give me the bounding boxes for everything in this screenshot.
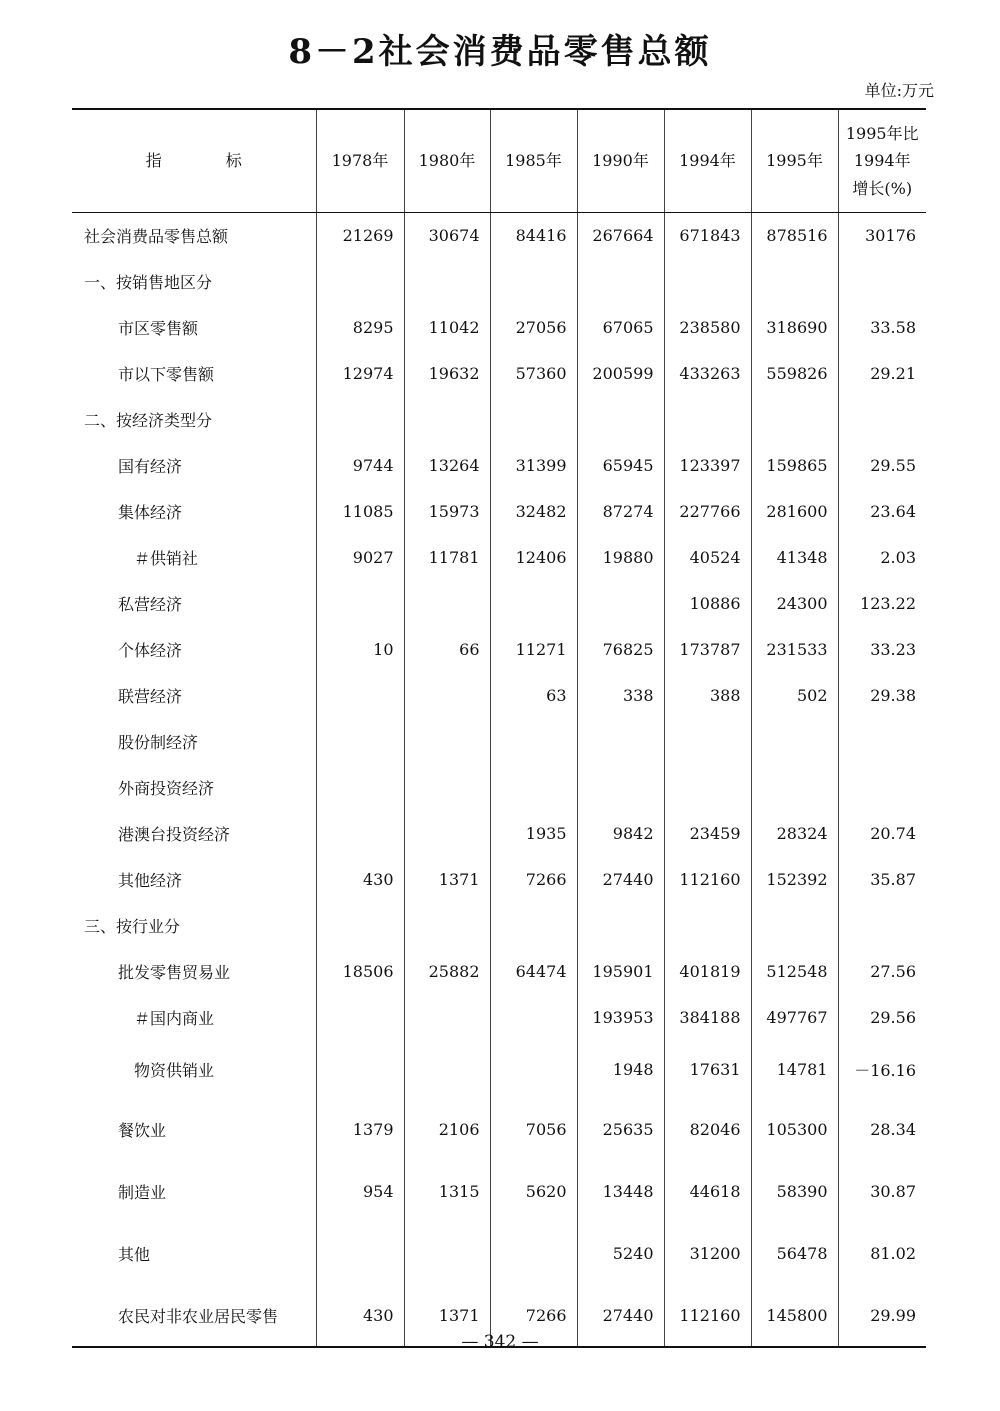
cell-v1985	[490, 764, 577, 810]
row-label: 港澳台投资经济	[118, 824, 231, 844]
cell-v1990: 1948	[577, 1040, 664, 1098]
cell-v1978: 954	[316, 1160, 404, 1222]
cell-v1995: 318690	[751, 304, 838, 350]
cell-growth: 29.56	[838, 994, 926, 1040]
cell-v1990: 65945	[577, 442, 664, 488]
cell-v1995: 559826	[751, 350, 838, 396]
cell-v1985: 7056	[490, 1098, 577, 1160]
cell-v1990: 27440	[577, 856, 664, 902]
cell-v1990: 9842	[577, 810, 664, 856]
table-row	[72, 764, 926, 810]
cell-v1980: 25882	[404, 948, 490, 994]
cell-v1994	[664, 764, 751, 810]
cell-growth: 29.38	[838, 672, 926, 718]
cell-v1990: 338	[577, 672, 664, 718]
cell-v1978: 9027	[316, 534, 404, 580]
cell-v1980	[404, 764, 490, 810]
cell-v1978: 1379	[316, 1098, 404, 1160]
cell-v1985	[490, 902, 577, 948]
table-row	[72, 258, 926, 304]
cell-v1995: 497767	[751, 994, 838, 1040]
cell-v1978: 8295	[316, 304, 404, 350]
cell-v1980: 15973	[404, 488, 490, 534]
cell-v1994: 31200	[664, 1222, 751, 1284]
cell-growth: 29.21	[838, 350, 926, 396]
cell-v1985: 1935	[490, 810, 577, 856]
table-row	[72, 304, 926, 350]
cell-v1990: 27440	[577, 1284, 664, 1347]
cell-v1990: 13448	[577, 1160, 664, 1222]
cell-v1994: 384188	[664, 994, 751, 1040]
cell-v1994	[664, 902, 751, 948]
cell-v1985	[490, 396, 577, 442]
cell-v1980: 1315	[404, 1160, 490, 1222]
row-label: 物资供销业	[134, 1060, 215, 1080]
table-row	[72, 810, 926, 856]
cell-v1978	[316, 902, 404, 948]
cell-v1994: 82046	[664, 1098, 751, 1160]
cell-v1978	[316, 580, 404, 626]
cell-v1995: 41348	[751, 534, 838, 580]
cell-v1995	[751, 396, 838, 442]
cell-v1985: 27056	[490, 304, 577, 350]
row-label: 市以下零售额	[118, 364, 215, 384]
cell-v1995: 281600	[751, 488, 838, 534]
cell-growth: －16.16	[838, 1040, 926, 1098]
cell-v1990: 25635	[577, 1098, 664, 1160]
cell-growth	[838, 902, 926, 948]
cell-v1994: 23459	[664, 810, 751, 856]
header-growth-line2: 1994年	[853, 151, 911, 171]
cell-v1978	[316, 396, 404, 442]
table-row	[72, 488, 926, 534]
cell-v1978: 21269	[316, 213, 404, 259]
cell-v1994	[664, 258, 751, 304]
table-row	[72, 948, 926, 994]
cell-v1990: 19880	[577, 534, 664, 580]
cell-v1985: 64474	[490, 948, 577, 994]
header-1985: 1985年	[490, 109, 577, 213]
cell-growth: 27.56	[838, 948, 926, 994]
row-label: ＃供销社	[134, 548, 199, 568]
cell-v1978	[316, 718, 404, 764]
row-label: 外商投资经济	[118, 778, 215, 798]
row-label: 其他	[118, 1244, 151, 1264]
cell-v1985: 7266	[490, 1284, 577, 1347]
cell-v1980	[404, 994, 490, 1040]
cell-growth: 29.99	[838, 1284, 926, 1347]
cell-v1990: 67065	[577, 304, 664, 350]
table-row	[72, 626, 926, 672]
cell-growth: 2.03	[838, 534, 926, 580]
cell-v1994: 17631	[664, 1040, 751, 1098]
table-row	[72, 442, 926, 488]
cell-v1995: 502	[751, 672, 838, 718]
row-label: 市区零售额	[118, 318, 199, 338]
row-label: 其他经济	[118, 870, 183, 890]
cell-v1980	[404, 718, 490, 764]
cell-v1980	[404, 396, 490, 442]
row-label: 制造业	[118, 1182, 167, 1202]
cell-v1985	[490, 1040, 577, 1098]
cell-v1990: 267664	[577, 213, 664, 259]
row-label: 餐饮业	[118, 1120, 167, 1140]
cell-v1985: 31399	[490, 442, 577, 488]
table-row	[72, 350, 926, 396]
cell-v1994: 227766	[664, 488, 751, 534]
cell-v1985: 7266	[490, 856, 577, 902]
row-label: 联营经济	[118, 686, 183, 706]
table-row	[72, 396, 926, 442]
cell-v1980: 30674	[404, 213, 490, 259]
retail-sales-table	[72, 108, 926, 1348]
cell-v1980: 11781	[404, 534, 490, 580]
cell-v1985: 5620	[490, 1160, 577, 1222]
cell-v1978: 18506	[316, 948, 404, 994]
cell-v1994: 671843	[664, 213, 751, 259]
cell-v1980: 13264	[404, 442, 490, 488]
header-growth	[838, 109, 926, 213]
row-label: 批发零售贸易业	[118, 962, 231, 982]
cell-v1995: 14781	[751, 1040, 838, 1098]
cell-v1995: 105300	[751, 1098, 838, 1160]
cell-v1994	[664, 396, 751, 442]
cell-growth: 30176	[838, 213, 926, 259]
cell-v1995: 152392	[751, 856, 838, 902]
cell-v1994: 123397	[664, 442, 751, 488]
cell-v1995: 24300	[751, 580, 838, 626]
cell-growth: 33.23	[838, 626, 926, 672]
cell-v1985: 32482	[490, 488, 577, 534]
cell-v1980	[404, 1222, 490, 1284]
cell-v1980: 2106	[404, 1098, 490, 1160]
cell-v1994: 238580	[664, 304, 751, 350]
cell-v1980	[404, 1040, 490, 1098]
cell-growth	[838, 396, 926, 442]
cell-v1990	[577, 580, 664, 626]
cell-growth: 30.87	[838, 1160, 926, 1222]
header-1995: 1995年	[751, 109, 838, 213]
cell-growth: 35.87	[838, 856, 926, 902]
table-row	[72, 213, 926, 259]
table-row	[72, 534, 926, 580]
cell-v1980	[404, 810, 490, 856]
cell-v1978	[316, 1222, 404, 1284]
table-row	[72, 1098, 926, 1160]
cell-v1980	[404, 902, 490, 948]
cell-v1985	[490, 258, 577, 304]
cell-v1985	[490, 718, 577, 764]
cell-v1990	[577, 396, 664, 442]
cell-v1980: 11042	[404, 304, 490, 350]
header-growth-line1: 1995年比	[845, 124, 919, 144]
table-row	[72, 902, 926, 948]
cell-v1995: 28324	[751, 810, 838, 856]
cell-v1995: 878516	[751, 213, 838, 259]
cell-v1995	[751, 718, 838, 764]
cell-v1994: 433263	[664, 350, 751, 396]
cell-v1978	[316, 1040, 404, 1098]
cell-v1990	[577, 764, 664, 810]
cell-v1980: 1371	[404, 1284, 490, 1347]
cell-v1978: 430	[316, 856, 404, 902]
cell-growth: 28.34	[838, 1098, 926, 1160]
cell-v1980: 1371	[404, 856, 490, 902]
cell-v1994: 388	[664, 672, 751, 718]
cell-v1985	[490, 994, 577, 1040]
row-label: 三、按行业分	[84, 916, 181, 936]
row-label: 二、按经济类型分	[84, 410, 213, 430]
header-1990: 1990年	[577, 109, 664, 213]
cell-growth: 123.22	[838, 580, 926, 626]
cell-v1985: 57360	[490, 350, 577, 396]
table-row	[72, 994, 926, 1040]
cell-v1990: 76825	[577, 626, 664, 672]
cell-v1985: 11271	[490, 626, 577, 672]
cell-v1994: 40524	[664, 534, 751, 580]
cell-v1980: 66	[404, 626, 490, 672]
cell-v1978	[316, 258, 404, 304]
header-1994: 1994年	[664, 109, 751, 213]
header-1978: 1978年	[316, 109, 404, 213]
cell-v1994: 112160	[664, 856, 751, 902]
row-label: 一、按销售地区分	[84, 272, 213, 292]
row-label: 私营经济	[118, 594, 183, 614]
cell-v1990	[577, 902, 664, 948]
cell-v1995	[751, 902, 838, 948]
cell-v1990	[577, 258, 664, 304]
cell-v1980	[404, 258, 490, 304]
header-growth-line3: 增长(%)	[852, 178, 913, 198]
row-label: 集体经济	[118, 502, 183, 522]
cell-v1995: 512548	[751, 948, 838, 994]
cell-v1990	[577, 718, 664, 764]
cell-v1978: 12974	[316, 350, 404, 396]
table-row	[72, 1222, 926, 1284]
table-row	[72, 856, 926, 902]
row-label: 国有经济	[118, 456, 183, 476]
cell-v1985	[490, 580, 577, 626]
cell-v1995	[751, 764, 838, 810]
cell-v1994	[664, 718, 751, 764]
cell-v1994: 44618	[664, 1160, 751, 1222]
row-label: 个体经济	[118, 640, 183, 660]
cell-v1980: 19632	[404, 350, 490, 396]
cell-v1980	[404, 580, 490, 626]
page-number: — 342 —	[461, 1332, 539, 1352]
page-title: 8－2社会消费品零售总额	[288, 32, 712, 72]
cell-v1994: 112160	[664, 1284, 751, 1347]
cell-growth	[838, 764, 926, 810]
cell-v1994: 10886	[664, 580, 751, 626]
cell-growth: 23.64	[838, 488, 926, 534]
cell-v1985: 12406	[490, 534, 577, 580]
table-row	[72, 1160, 926, 1222]
cell-v1994: 173787	[664, 626, 751, 672]
cell-v1990: 195901	[577, 948, 664, 994]
table-row	[72, 672, 926, 718]
table-row	[72, 718, 926, 764]
table-row	[72, 580, 926, 626]
cell-v1978: 11085	[316, 488, 404, 534]
row-label: ＃国内商业	[134, 1008, 215, 1028]
row-label: 农民对非农业居民零售	[72, 1284, 316, 1347]
cell-growth	[838, 258, 926, 304]
cell-growth: 20.74	[838, 810, 926, 856]
cell-v1978	[316, 994, 404, 1040]
cell-v1985: 63	[490, 672, 577, 718]
cell-growth	[838, 718, 926, 764]
cell-v1994: 401819	[664, 948, 751, 994]
header-1980: 1980年	[404, 109, 490, 213]
cell-v1978: 10	[316, 626, 404, 672]
cell-v1985: 84416	[490, 213, 577, 259]
header-indicator: 指 标	[72, 109, 316, 213]
row-label: 股份制经济	[118, 732, 199, 752]
cell-v1978: 430	[316, 1284, 404, 1347]
cell-growth: 29.55	[838, 442, 926, 488]
unit-label: 单位:万元	[864, 81, 934, 100]
cell-v1990: 193953	[577, 994, 664, 1040]
cell-v1995: 231533	[751, 626, 838, 672]
cell-growth: 81.02	[838, 1222, 926, 1284]
table-row	[72, 1040, 926, 1098]
cell-v1978: 9744	[316, 442, 404, 488]
cell-v1990: 5240	[577, 1222, 664, 1284]
cell-v1990: 200599	[577, 350, 664, 396]
cell-v1985	[490, 1222, 577, 1284]
header-row	[72, 109, 926, 213]
cell-v1990: 87274	[577, 488, 664, 534]
cell-v1995	[751, 258, 838, 304]
cell-v1995: 159865	[751, 442, 838, 488]
cell-v1978	[316, 764, 404, 810]
cell-growth: 33.58	[838, 304, 926, 350]
cell-v1978	[316, 810, 404, 856]
cell-v1980	[404, 672, 490, 718]
cell-v1995: 58390	[751, 1160, 838, 1222]
cell-v1995: 145800	[751, 1284, 838, 1347]
row-label: 社会消费品零售总额	[84, 226, 229, 246]
cell-v1995: 56478	[751, 1222, 838, 1284]
cell-v1978	[316, 672, 404, 718]
